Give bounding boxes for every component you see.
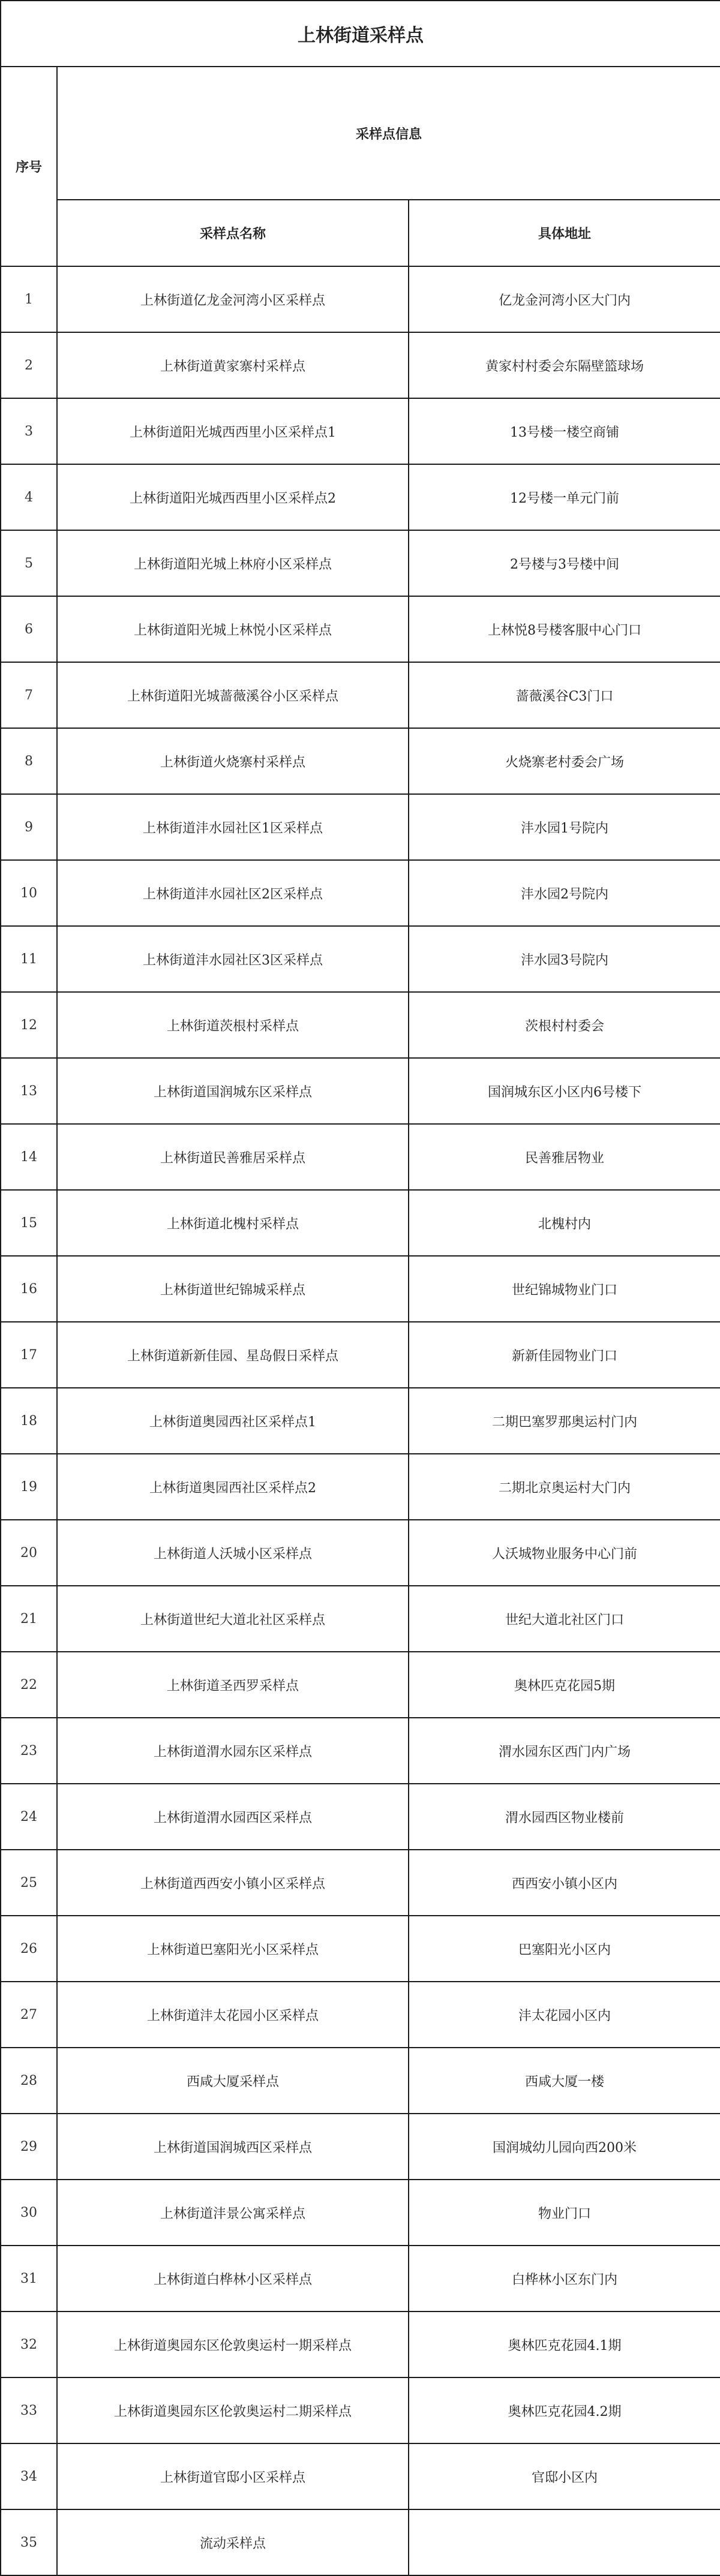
table-row [1,2377,720,2443]
cell-name: 上林街道奥园西社区采样点1 [57,1388,409,1454]
cell-name: 上林街道茨根村采样点 [57,992,409,1058]
table-body [1,1,720,2575]
cell-name: 上林街道白桦林小区采样点 [57,2246,409,2312]
cell-name: 上林街道奥园西社区采样点2 [57,1454,409,1520]
cell-seq: 12 [1,992,57,1058]
cell-address: 奥林匹克花园4.1期 [409,2312,720,2377]
cell-seq: 9 [1,794,57,860]
cell-address: 二期北京奥运村大门内 [409,1454,720,1520]
table-row [1,2509,720,2575]
cell-name: 上林街道世纪锦城采样点 [57,1256,409,1322]
cell-address: 上林悦8号楼客服中心门口 [409,596,720,662]
cell-name: 上林街道人沃城小区采样点 [57,1520,409,1586]
cell-name: 上林街道奥园东区伦敦奥运村一期采样点 [57,2312,409,2377]
table-row [1,1256,720,1322]
table-row [1,992,720,1058]
cell-address: 亿龙金河湾小区大门内 [409,266,720,332]
cell-name: 上林街道沣水园社区3区采样点 [57,926,409,992]
table-row [1,662,720,728]
table-row [1,1454,720,1520]
cell-name: 上林街道渭水园西区采样点 [57,1784,409,1850]
cell-seq: 6 [1,596,57,662]
cell-address: 2号楼与3号楼中间 [409,530,720,596]
cell-address: 奥林匹克花园5期 [409,1652,720,1718]
cell-address: 新新佳园物业门口 [409,1322,720,1388]
table-row [1,1520,720,1586]
cell-seq: 3 [1,398,57,464]
cell-name: 上林街道北槐村采样点 [57,1190,409,1256]
cell-address: 13号楼一楼空商铺 [409,398,720,464]
cell-name: 上林街道西西安小镇小区采样点 [57,1850,409,1916]
cell-address: 12号楼一单元门前 [409,464,720,530]
cell-seq: 25 [1,1850,57,1916]
cell-seq: 18 [1,1388,57,1454]
table-row [1,1850,720,1916]
cell-name: 上林街道民善雅居采样点 [57,1124,409,1190]
cell-seq: 28 [1,2048,57,2114]
cell-name: 上林街道沣水园社区1区采样点 [57,794,409,860]
cell-seq: 24 [1,1784,57,1850]
table-row [1,2048,720,2114]
cell-address: 世纪大道北社区门口 [409,1586,720,1652]
cell-seq: 20 [1,1520,57,1586]
cell-address: 二期巴塞罗那奥运村门内 [409,1388,720,1454]
cell-address: 西咸大厦一楼 [409,2048,720,2114]
cell-name: 流动采样点 [57,2509,409,2575]
cell-seq: 5 [1,530,57,596]
cell-address: 巴塞阳光小区内 [409,1916,720,1982]
cell-address: 沣水园2号院内 [409,860,720,926]
cell-address: 沣水园3号院内 [409,926,720,992]
cell-seq: 19 [1,1454,57,1520]
cell-address: 国润城东区小区内6号楼下 [409,1058,720,1124]
table-row [1,2114,720,2180]
cell-seq: 4 [1,464,57,530]
cell-seq: 21 [1,1586,57,1652]
table-row [1,398,720,464]
table-row [1,530,720,596]
cell-address: 奥林匹克花园4.2期 [409,2377,720,2443]
cell-address: 民善雅居物业 [409,1124,720,1190]
header-row-info [1,67,720,200]
cell-name: 上林街道沣景公寓采样点 [57,2180,409,2246]
cell-seq: 34 [1,2443,57,2509]
table-row [1,1388,720,1454]
cell-address: 渭水园东区西门内广场 [409,1718,720,1784]
cell-seq: 32 [1,2312,57,2377]
cell-name: 上林街道火烧寨村采样点 [57,728,409,794]
page-title: 上林街道采样点 [1,1,720,67]
table-row [1,728,720,794]
cell-name: 上林街道圣西罗采样点 [57,1652,409,1718]
table-row [1,266,720,332]
cell-seq: 11 [1,926,57,992]
cell-seq: 23 [1,1718,57,1784]
cell-address: 世纪锦城物业门口 [409,1256,720,1322]
cell-seq: 15 [1,1190,57,1256]
cell-seq: 2 [1,332,57,398]
cell-address [409,2509,720,2575]
cell-address: 沣太花园小区内 [409,1982,720,2048]
title-row [1,1,720,67]
table-row [1,926,720,992]
table-row [1,1058,720,1124]
cell-address: 沣水园1号院内 [409,794,720,860]
table-row [1,1718,720,1784]
cell-seq: 1 [1,266,57,332]
cell-seq: 31 [1,2246,57,2312]
table-row [1,794,720,860]
cell-seq: 13 [1,1058,57,1124]
cell-name: 上林街道沣太花园小区采样点 [57,1982,409,2048]
cell-name: 上林街道沣水园社区2区采样点 [57,860,409,926]
cell-seq: 30 [1,2180,57,2246]
table-row [1,2180,720,2246]
cell-name: 上林街道奥园东区伦敦奥运村二期采样点 [57,2377,409,2443]
header-seq: 序号 [1,67,57,266]
cell-address: 火烧寨老村委会广场 [409,728,720,794]
cell-seq: 27 [1,1982,57,2048]
table-row [1,464,720,530]
cell-address: 官邸小区内 [409,2443,720,2509]
table-row [1,1982,720,2048]
table-row [1,596,720,662]
table-row [1,1124,720,1190]
table-row [1,860,720,926]
cell-name: 上林街道巴塞阳光小区采样点 [57,1916,409,1982]
cell-name: 上林街道官邸小区采样点 [57,2443,409,2509]
cell-name: 上林街道国润城西区采样点 [57,2114,409,2180]
cell-name: 上林街道新新佳园、星岛假日采样点 [57,1322,409,1388]
header-address: 具体地址 [409,200,720,266]
cell-seq: 14 [1,1124,57,1190]
cell-name: 上林街道黄家寨村采样点 [57,332,409,398]
header-row-columns [1,200,720,266]
cell-name: 上林街道渭水园东区采样点 [57,1718,409,1784]
cell-name: 上林街道世纪大道北社区采样点 [57,1586,409,1652]
table-row [1,1586,720,1652]
cell-name: 上林街道国润城东区采样点 [57,1058,409,1124]
cell-name: 西咸大厦采样点 [57,2048,409,2114]
table-row [1,1652,720,1718]
cell-address: 人沃城物业服务中心门前 [409,1520,720,1586]
header-name: 采样点名称 [57,200,409,266]
cell-seq: 17 [1,1322,57,1388]
table-row [1,2246,720,2312]
cell-seq: 35 [1,2509,57,2575]
table-row [1,332,720,398]
cell-seq: 26 [1,1916,57,1982]
cell-address: 西西安小镇小区内 [409,1850,720,1916]
table-row [1,1190,720,1256]
table-row [1,2312,720,2377]
cell-name: 上林街道阳光城西西里小区采样点1 [57,398,409,464]
cell-seq: 8 [1,728,57,794]
cell-name: 上林街道阳光城上林府小区采样点 [57,530,409,596]
cell-seq: 22 [1,1652,57,1718]
cell-address: 北槐村内 [409,1190,720,1256]
table-row [1,1784,720,1850]
cell-address: 国润城幼儿园向西200米 [409,2114,720,2180]
cell-seq: 10 [1,860,57,926]
cell-name: 上林街道阳光城西西里小区采样点2 [57,464,409,530]
table-row [1,1916,720,1982]
header-info: 采样点信息 [57,67,720,200]
cell-seq: 7 [1,662,57,728]
cell-seq: 29 [1,2114,57,2180]
cell-name: 上林街道阳光城蔷薇溪谷小区采样点 [57,662,409,728]
cell-address: 物业门口 [409,2180,720,2246]
cell-seq: 33 [1,2377,57,2443]
table-row [1,1322,720,1388]
cell-name: 上林街道阳光城上林悦小区采样点 [57,596,409,662]
cell-address: 茨根村村委会 [409,992,720,1058]
cell-name: 上林街道亿龙金河湾小区采样点 [57,266,409,332]
cell-address: 蔷薇溪谷C3门口 [409,662,720,728]
cell-address: 白桦林小区东门内 [409,2246,720,2312]
cell-address: 黄家村村委会东隔壁篮球场 [409,332,720,398]
table-row [1,2443,720,2509]
cell-address: 渭水园西区物业楼前 [409,1784,720,1850]
cell-seq: 16 [1,1256,57,1322]
